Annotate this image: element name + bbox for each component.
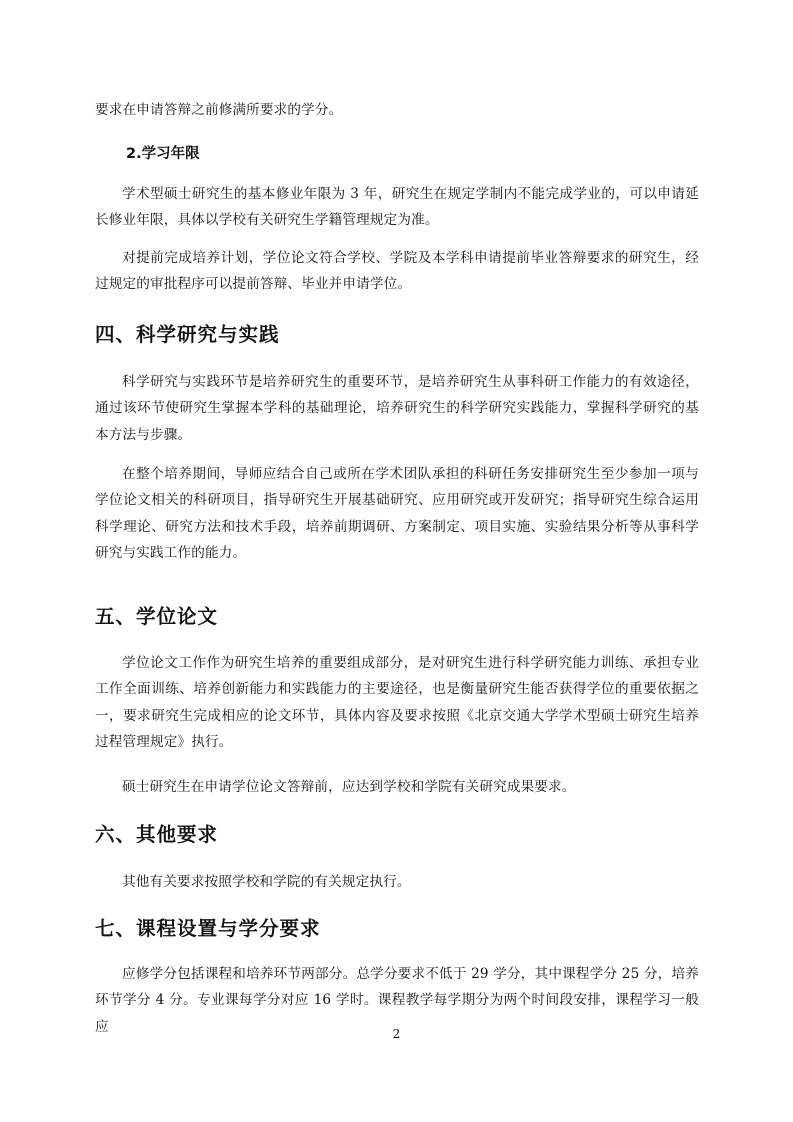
paragraph-study-duration-2: 对提前完成培养计划，学位论文符合学校、学院及本学科申请提前毕业答辩要求的研究生，经过规定的审批程序可以提前答辩、毕业并申请学位。 (95, 250, 699, 293)
section-heading-research-practice: 四、科学研究与实践 (95, 323, 280, 346)
paragraph-study-duration-1: 学术型硕士研究生的基本修业年限为 3 年，研究生在规定学制内不能完成学业的，可以申请延长修业年限，具体以学校有关研究生学籍管理规定为准。 (95, 186, 699, 229)
section-heading-other-requirements: 六、其他要求 (95, 823, 219, 846)
section-heading-thesis: 五、学位论文 (95, 605, 219, 628)
paragraph-other-requirements: 其他有关要求按照学校和学院的有关规定执行。 (122, 874, 411, 890)
paragraph-thesis-1: 学位论文工作作为研究生培养的重要组成部分，是对研究生进行科学研究能力训练、承担专业工作全面训练、培养创新能力和实践能力的主要途径，也是衡量研究生能否获得学位的重要依据之一，要求研究生完成相应的论文环节，具体内容及要求按照《北京交通大学学术型硕士研究生培养过程管理规定》执行。 (95, 655, 699, 751)
paragraph-thesis-2: 硕士研究生在申请学位论文答辩前，应达到学校和学院有关研究成果要求。 (122, 779, 576, 795)
paragraph-research-practice-1: 科学研究与实践环节是培养研究生的重要环节，是培养研究生从事科研工作能力的有效途径，通过该环节使研究生掌握本学科的基础理论，培养研究生的科学研究实践能力，掌握科学研究的基本方法与步骤。 (95, 374, 699, 443)
paragraph-curriculum-credits: 应修学分包括课程和培养环节两部分。总学分要求不低于 29 学分，其中课程学分 25 分，培养环节学分 4 分。专业课每学分对应 16 学时。课程教学每学期分为两个时间段安排，课程学习一般应 (95, 966, 699, 1035)
section-heading-curriculum-credits: 七、课程设置与学分要求 (95, 917, 321, 940)
paragraph-credits-continued: 要求在申请答辩之前修满所要求的学分。 (95, 102, 343, 118)
paragraph-research-practice-2: 在整个培养期间，导师应结合自己或所在学术团队承担的科研任务安排研究生至少参加一项与学位论文相关的科研项目，指导研究生开展基础研究、应用研究或开发研究；指导研究生综合运用科学理论、研究方法和技术手段，培养前期调研、方案制定、项目实施、实验结果分析等从事科学研究与实践工作的能力。 (95, 466, 699, 562)
page-number: 2 (392, 1027, 401, 1041)
subheading-study-duration: 2.学习年限 (126, 146, 200, 162)
